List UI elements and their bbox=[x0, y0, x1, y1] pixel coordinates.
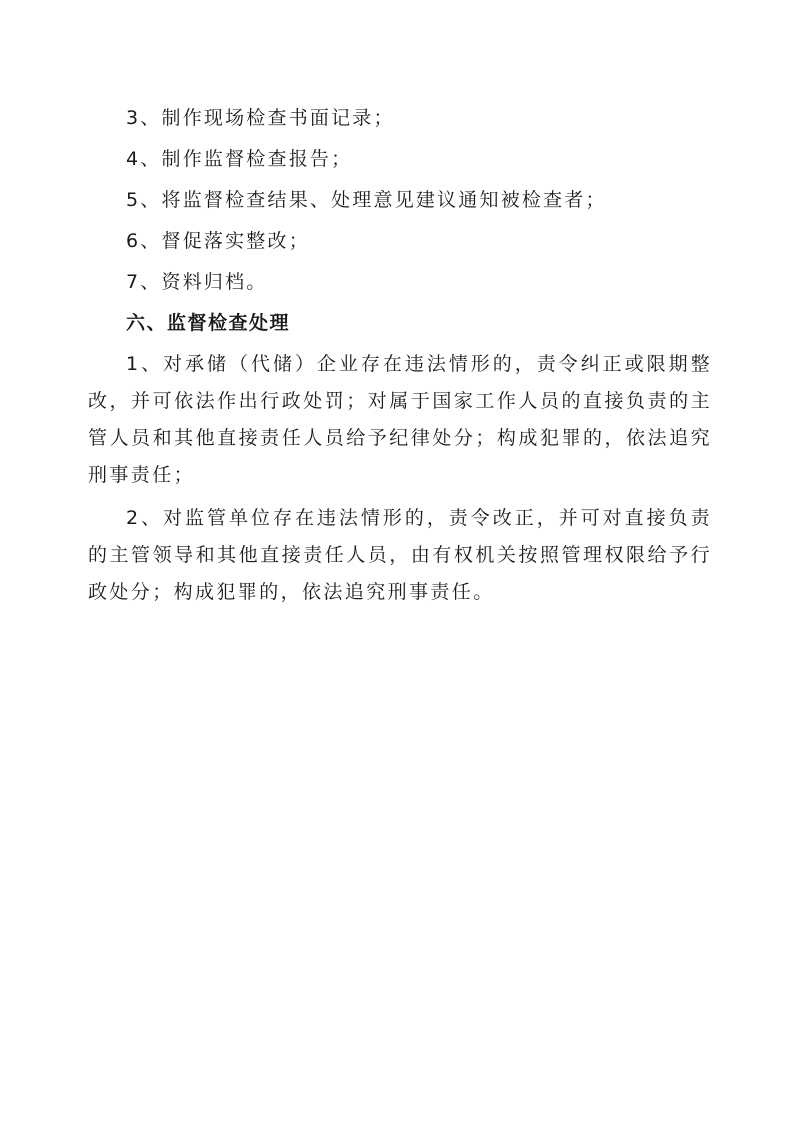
list-item-6: 6、督促落实整改； bbox=[126, 230, 310, 252]
list-item-7: 7、资料归档。 bbox=[126, 271, 268, 293]
list-item-5: 5、将监督检查结果、处理意见建议通知被检查者； bbox=[126, 189, 607, 211]
document-body bbox=[88, 98, 712, 611]
paragraph-2: 2、对监管单位存在违法情形的，责令改正，并可对直接负责的主管领导和其他直接责任人员，由有权机关按照管理权限给予行政处分；构成犯罪的，依法追究刑事责任。 bbox=[88, 507, 712, 603]
list-item-4: 4、制作监督检查报告； bbox=[126, 148, 353, 170]
paragraph-1: 1、对承储（代储）企业存在违法情形的，责令纠正或限期整改，并可依法作出行政处罚；对属于国家工作人员的直接负责的主管人员和其他直接责任人员给予纪律处分；构成犯罪的，依法追究刑事责任； bbox=[88, 353, 712, 486]
list-item-3: 3、制作现场检查书面记录； bbox=[126, 107, 395, 129]
section-heading: 六、监督检查处理 bbox=[126, 312, 291, 334]
